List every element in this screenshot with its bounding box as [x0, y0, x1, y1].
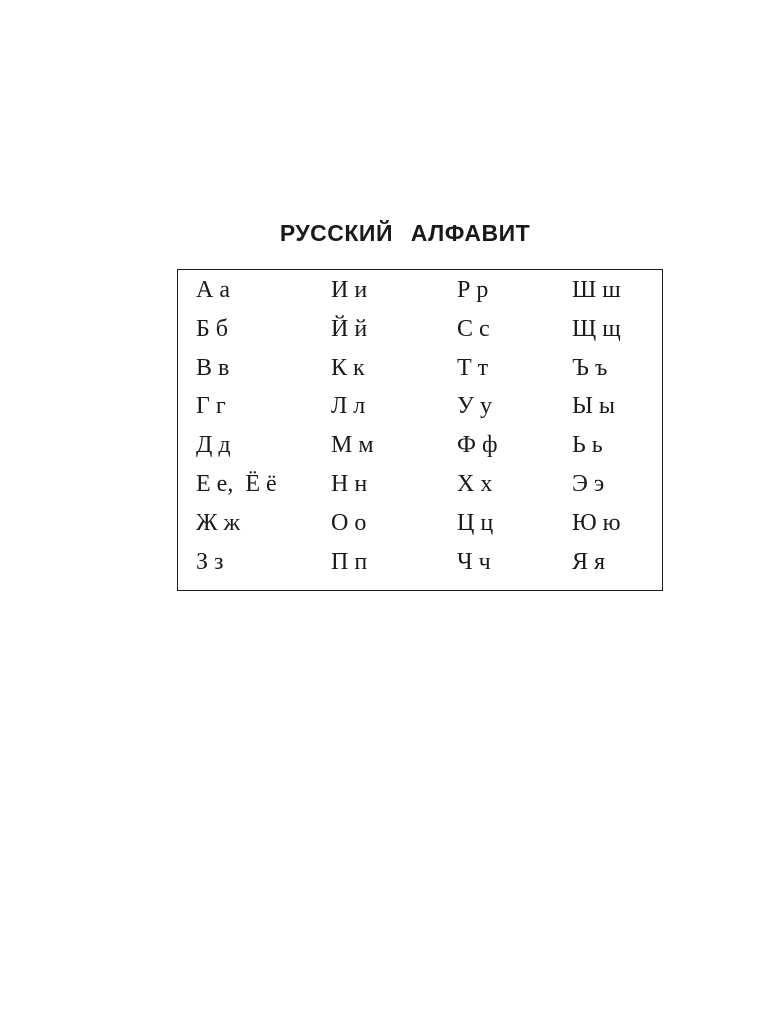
letter-pair-cell: З з [196, 548, 224, 575]
alphabet-column-3 [457, 271, 572, 590]
letter-pair-cell: В в [196, 354, 230, 381]
letter-pair-cell: Ж ж [196, 509, 241, 536]
letter-pair-cell: П п [331, 548, 368, 575]
letter-pair-cell: О о [331, 509, 367, 536]
letter-pair-cell: К к [331, 354, 365, 381]
page-title: РУССКИЙ АЛФАВИТ [279, 220, 531, 246]
letter-pair-cell: Я я [572, 548, 606, 575]
letter-pair-cell: Ф ф [457, 432, 498, 459]
letter-pair-cell: Щ щ [572, 315, 621, 342]
letter-pair-cell: Р р [457, 277, 489, 303]
letter-pair-cell: Н н [331, 470, 368, 497]
letter-pair-cell: Ц ц [457, 509, 494, 536]
letter-pair-cell: Г г [196, 393, 226, 420]
letter-pair-cell: Т т [457, 354, 489, 381]
letter-pair-cell: Л л [331, 393, 366, 420]
alphabet-table [177, 269, 663, 591]
letter-pair-cell: Е е, Ё ё [196, 470, 277, 497]
letter-pair-cell: Б б [196, 315, 228, 342]
letter-pair-cell: У у [457, 393, 492, 420]
letter-pair-cell: Ш ш [572, 277, 621, 303]
letter-pair-cell: Й й [331, 315, 368, 342]
alphabet-column-2 [331, 271, 457, 590]
letter-pair-cell: Э э [572, 470, 605, 497]
letter-pair-cell: Х х [457, 470, 493, 497]
letter-pair-cell: Ы ы [572, 393, 616, 420]
letter-pair-cell: М м [331, 432, 374, 459]
letter-pair-cell: И и [331, 277, 368, 303]
letter-pair-cell: А а [196, 277, 230, 303]
letter-pair-cell: Д д [196, 432, 231, 459]
letter-pair-cell: Ю ю [572, 509, 621, 536]
alphabet-column-4 [572, 271, 662, 590]
letter-pair-cell: Ь ь [572, 432, 603, 459]
alphabet-column-1 [196, 271, 331, 590]
letter-pair-cell: Ч ч [457, 548, 491, 575]
letter-pair-cell: Ъ ъ [572, 354, 608, 381]
letter-pair-cell: С с [457, 315, 490, 342]
